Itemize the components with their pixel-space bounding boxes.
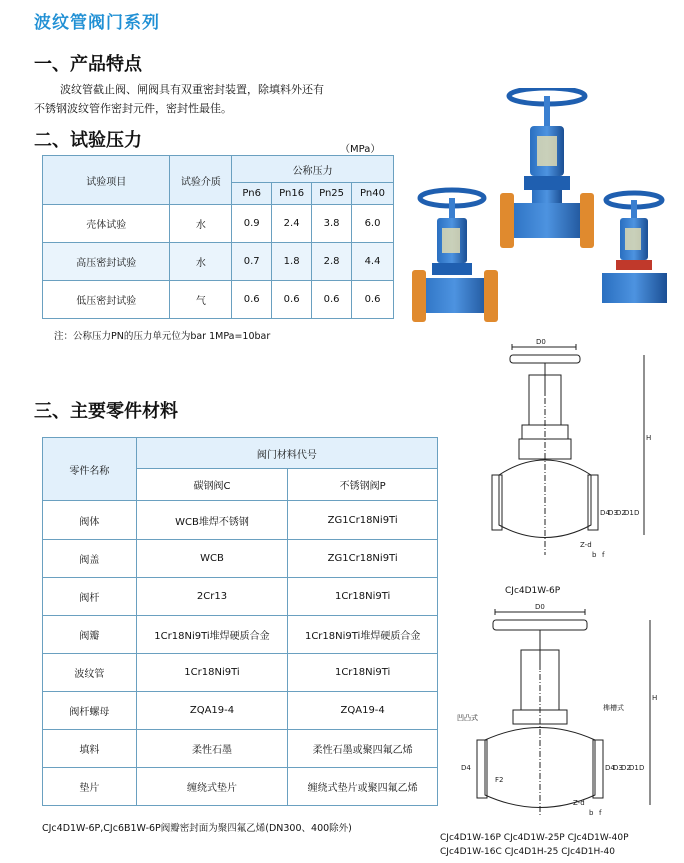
drawing-bottom-caption-2: CJc4D1W-16C CJc4D1H-25 CJc4D1H-40 [440,847,615,857]
row-stainless: 1Cr18Ni9Ti堆焊硬质合金 [288,616,438,654]
table-row [43,501,438,540]
row-value: 3.8 [312,205,352,243]
row-carbon: 柔性石墨 [136,730,288,768]
row-carbon: 1Cr18Ni9Ti [136,654,288,692]
valve-product-image [412,88,677,338]
left-valve-image [412,190,498,322]
dim-d0: D0 [535,603,545,611]
row-part: 阀杆螺母 [43,692,137,730]
right-valve-image [602,193,667,303]
pressure-note: 注：公称压力PN的压力单元位为bar 1MPa=10bar [54,331,271,342]
section1-heading: 一、产品特点 [34,54,142,75]
row-carbon: WCB堆焊不锈钢 [136,501,288,540]
pn-header: Pn40 [352,183,394,205]
materials-table [42,437,438,806]
row-value: 2.4 [272,205,312,243]
row-value: 0.7 [232,243,272,281]
row-medium: 水 [170,205,232,243]
col-item: 试验项目 [43,156,170,205]
pn-header: Pn25 [312,183,352,205]
row-part: 阀体 [43,501,137,540]
row-value: 0.6 [272,281,312,319]
table-row [43,243,394,281]
dim-d1: D1 [624,509,634,517]
table-row [43,692,438,730]
row-stainless: 缠绕式垫片或聚四氟乙烯 [288,768,438,806]
col-part: 零件名称 [43,438,137,501]
row-medium: 气 [170,281,232,319]
row-part: 阀盖 [43,540,137,578]
row-carbon: 缠绕式垫片 [136,768,288,806]
table-row [43,281,394,319]
dim-f: f [599,809,602,817]
row-part: 填料 [43,730,137,768]
section2-heading: 二、试验压力 [34,130,142,151]
valve-drawing-bottom [455,600,670,825]
row-stainless: ZG1Cr18Ni9Ti [288,501,438,540]
dim-b: b [592,551,597,559]
valve-drawing-top [484,335,664,570]
dim-b: b [589,809,594,817]
dim-h: H [652,694,658,702]
dim-zd: Z-d [580,541,592,549]
row-stainless: ZG1Cr18Ni9Ti [288,540,438,578]
row-stainless: 1Cr18Ni9Ti [288,578,438,616]
table-row [43,654,438,692]
row-item: 壳体试验 [43,205,170,243]
section1-line1: 波纹管截止阀、闸阀具有双重密封装置，除填料外还有 [60,83,324,96]
row-carbon: 2Cr13 [136,578,288,616]
drawing-top-caption: CJc4D1W-6P [505,586,561,596]
row-stainless: ZQA19-4 [288,692,438,730]
section1-line2: 不锈钢波纹管作密封元件，密封性最佳。 [34,102,232,115]
pn-header: Pn16 [272,183,312,205]
row-item: 高压密封试验 [43,243,170,281]
row-value: 0.9 [232,205,272,243]
col-stainless: 不锈钢阀P [288,469,438,501]
row-part: 阀杆 [43,578,137,616]
row-value: 0.6 [352,281,394,319]
drawing-bottom-caption-1: CJc4D1W-16P CJc4D1W-25P CJc4D1W-40P [440,833,629,843]
dim-f2: F2 [495,776,504,784]
row-value: 0.6 [232,281,272,319]
dim-d3: D3 [613,764,623,772]
row-carbon: WCB [136,540,288,578]
materials-footnote: CJc4D1W-6P,CJc6B1W-6P阀瓣密封面为聚四氟乙烯(DN300、400除外) [42,823,352,834]
table-row [43,578,438,616]
table-row [43,540,438,578]
pn-header: Pn6 [232,183,272,205]
table-row [43,616,438,654]
dim-d3: D3 [608,509,618,517]
table-row [43,730,438,768]
dim-d: D [634,509,640,517]
section3-heading: 三、主要零件材料 [34,401,178,422]
row-medium: 水 [170,243,232,281]
row-item: 低压密封试验 [43,281,170,319]
row-stainless: 1Cr18Ni9Ti [288,654,438,692]
table-row [43,768,438,806]
dim-d4-left: D4 [461,764,471,772]
dim-d2: D2 [621,764,631,772]
dim-zd: Z-d [573,799,585,807]
row-part: 垫片 [43,768,137,806]
table-row [43,205,394,243]
dim-d2: D2 [616,509,626,517]
col-carbon: 碳钢阀C [136,469,288,501]
dim-d1: D1 [629,764,639,772]
col-group: 阀门材料代号 [136,438,437,469]
pressure-table [42,155,394,319]
row-value: 2.8 [312,243,352,281]
row-stainless: 柔性石墨或聚四氟乙烯 [288,730,438,768]
row-carbon: 1Cr18Ni9Ti堆焊硬质合金 [136,616,288,654]
label-groove: 榫槽式 [603,704,624,712]
dim-d: D [639,764,645,772]
dim-h: H [646,434,652,442]
row-part: 波纹管 [43,654,137,692]
pressure-unit: （MPa） [340,144,381,155]
label-convex: 凹凸式 [457,714,478,722]
large-valve-image [500,88,594,248]
dim-d4: D4 [600,509,610,517]
row-carbon: ZQA19-4 [136,692,288,730]
page-title: 波纹管阀门系列 [34,13,160,33]
col-medium: 试验介质 [170,156,232,205]
dim-d0: D0 [536,338,546,346]
row-value: 4.4 [352,243,394,281]
row-value: 6.0 [352,205,394,243]
dim-f: f [602,551,605,559]
dim-d4: D4 [605,764,615,772]
row-value: 0.6 [312,281,352,319]
row-value: 1.8 [272,243,312,281]
row-part: 阀瓣 [43,616,137,654]
col-group: 公称压力 [232,156,394,183]
